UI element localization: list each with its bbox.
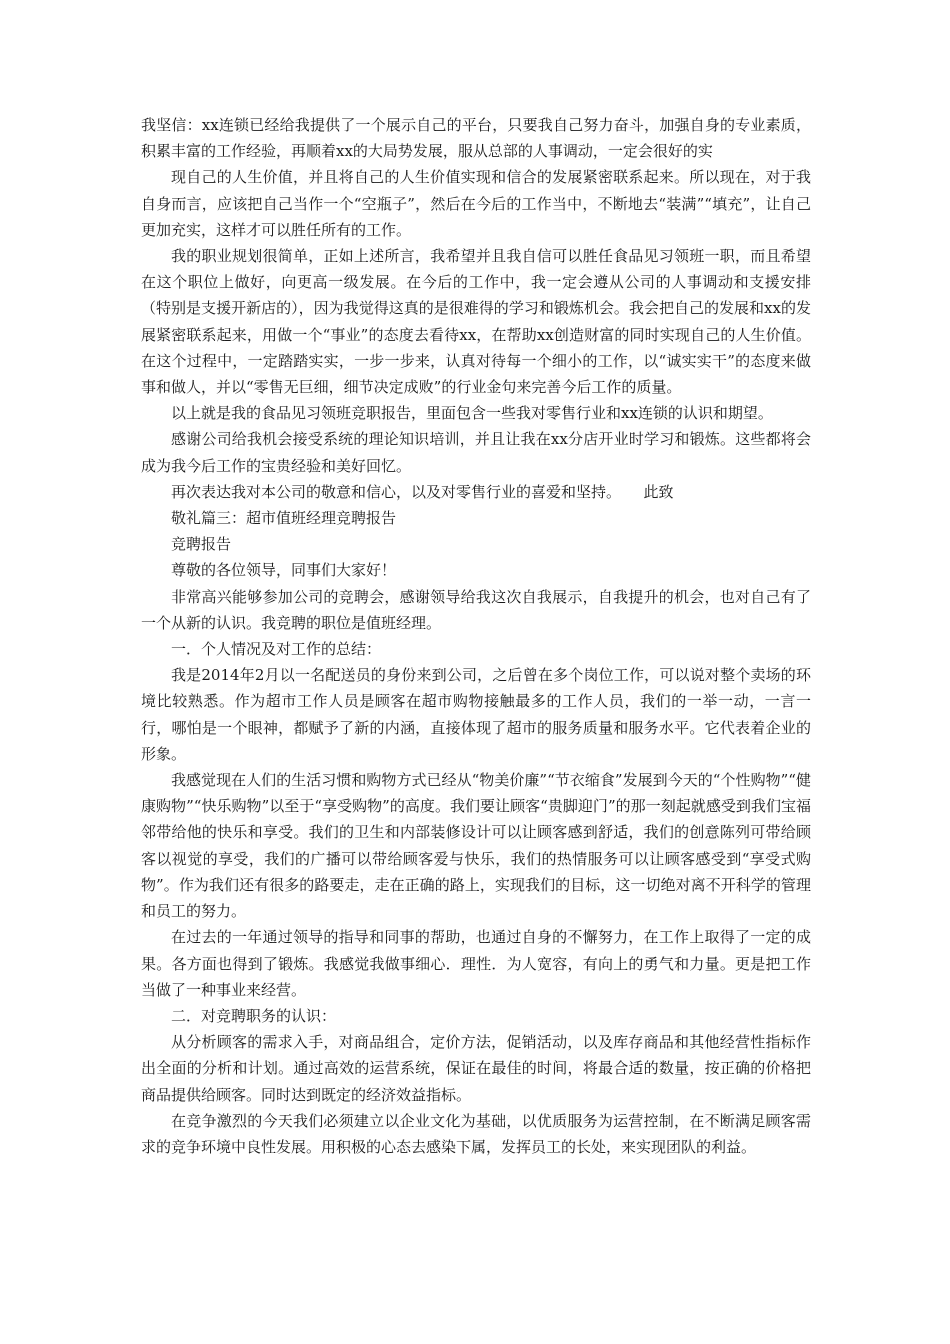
paragraph-achievements: 在过去的一年通过领导的指导和同事的帮助，也通过自身的不懈努力，在工作上取得了一定的成果。各方面也得到了锻炼。我感觉我做事细心．理性．为人宽容，有向上的勇气和力量。更是把工作当做了一种事业来经营。 [141,928,811,999]
section-heading-part-three: 敬礼篇三：超市值班经理竞聘报告 [171,509,397,528]
paragraph-summary: 以上就是我的食品见习领班竞职报告，里面包含一些我对零售行业和xx连锁的认识和期望。 [171,404,773,423]
paragraph-career-plan: 我的职业规划很简单，正如上述所言，我希望并且我自信可以胜任食品见习领班一职，而且希望在这个职位上做好，向更高一级发展。在今后的工作中，我一定会遵从公司的人事调动和支援安排（特别是支援开新店的），因为我觉得这真的是很难得的学习和锻炼机会。我会把自己的发展和xx的发展紧密联系起来，用做一个“事业”的态度去看待xx，在帮助xx创造财富的同时实现自己的人生价值。在这个过程中，一定踏踏实实，一步一步来，认真对待每一个细小的工作，以“诚实实干”的态度来做事和做人，并以“零售无巨细，细节决定成败”的行业金句来完善今后工作的质量。 [141,247,811,397]
paragraph-thanks: 感谢公司给我机会接受系统的理论知识培训，并且让我在xx分店开业时学习和锻炼。这些都将会成为我今后工作的宝贵经验和美好回忆。 [141,430,811,475]
paragraph-shopping-trends: 我感觉现在人们的生活习惯和购物方式已经从“物美价廉”“节衣缩食”发展到今天的“个性购物”“健康购物”“快乐购物”以至于“享受购物”的高度。我们要让顾客“贵脚迎门”的那一刻起就感受到我们宝福邻带给他的快乐和享受。我们的卫生和内部装修设计可以让顾客感到舒适，我们的创意陈列可带给顾客以视觉的享受，我们的广播可以带给顾客爱与快乐，我们的热情服务可以让顾客感受到“享受式购物”。作为我们还有很多的路要走，走在正确的路上，实现我们的目标，这一切绝对离不开科学的管理和员工的努力。 [141,771,811,921]
report-title: 竞聘报告 [171,535,232,554]
paragraph-background: 我是2014年2月以一名配送员的身份来到公司，之后曾在多个岗位工作，可以说对整个卖场的环境比较熟悉。作为超市工作人员是顾客在超市购物接触最多的工作人员，我们的一举一动，一言一行，哪怕是一个眼神，都赋予了新的内涵，直接体现了超市的服务质量和服务水平。它代表着企业的形象。 [141,666,811,763]
paragraph-competition: 在竞争激烈的今天我们必须建立以企业文化为基础，以优质服务为运营控制，在不断满足顾客需求的竞争环境中良性发展。用积极的心态去感染下属，发挥员工的长处，来实现团队的利益。 [141,1111,811,1156]
paragraph-life-value: 现自己的人生价值，并且将自己的人生价值实现和信合的发展紧密联系起来。所以现在，对于我自身而言，应该把自己当作一个“空瓶子”，然后在今后的工作当中，不断地去“装满”“填充”，让自己更加充实，这样才可以胜任所有的工作。 [141,168,811,239]
paragraph-closing: 再次表达我对本公司的敬意和信心，以及对零售行业的喜爱和坚持。 此致 [171,482,674,501]
greeting: 尊敬的各位领导，同事们大家好！ [171,561,397,580]
paragraph-confidence: 我坚信：xx连锁已经给我提供了一个展示自己的平台，只要我自己努力奋斗，加强自身的专业素质，积累丰富的工作经验，再顺着xx的大局势发展，服从总部的人事调动，一定会很好的实 [141,116,811,161]
section-heading-position: 二．对竞聘职务的认识： [171,1006,337,1025]
section-heading-personal: 一．个人情况及对工作的总结： [171,640,382,659]
paragraph-analysis: 从分析顾客的需求入手，对商品组合，定价方法，促销活动，以及库存商品和其他经营性指标作出全面的分析和计划。通过高效的运营系统，保证在最佳的时间，将最合适的数量，按正确的价格把商品提供给顾客。同时达到既定的经济效益指标。 [141,1033,811,1104]
document-body [141,112,811,1160]
paragraph-introduction: 非常高兴能够参加公司的竞聘会，感谢领导给我这次自我展示，自我提升的机会，也对自己有了一个从新的认识。我竞聘的职位是值班经理。 [141,587,811,632]
